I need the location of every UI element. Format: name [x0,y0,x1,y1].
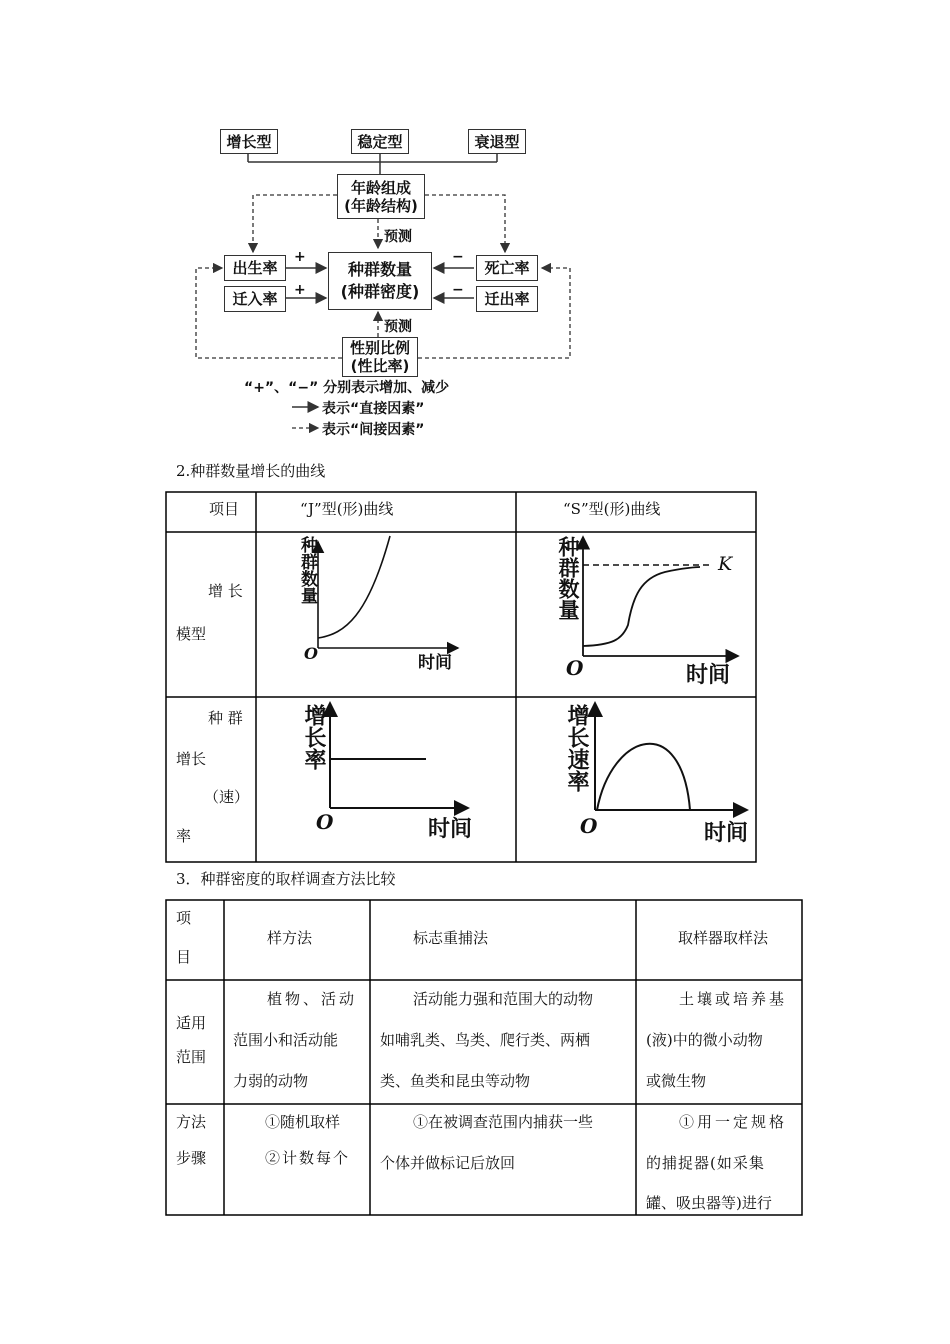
age-type-decline-label: 衰退型 [474,132,520,151]
sampling-row1-mark-1: 活动能力强和范围大的动物 [413,990,594,1008]
growth-col-j: “J”型(形)曲线 [300,500,394,518]
section3-heading: 3．种群密度的取样调查方法比较 [176,870,396,888]
sampling-row2-label-b: 步骤 [176,1149,207,1167]
j-model-ylabel: 种群数量 [297,536,317,604]
s-model-xlabel: 时间 [686,663,731,688]
s-model-origin: O [566,656,584,680]
sex-ratio-line1: 性别比例 [349,339,410,357]
s-model-ylabel: 种群数量 [556,536,580,620]
sampling-col-item-a: 项 [176,909,192,927]
sampling-col-quadrat: 样方法 [267,929,313,947]
s-rate-ylabel: 增长速率 [564,704,589,792]
sampling-row1-quadrat-2: 范围小和活动能 [233,1031,339,1049]
population-line1: 种群数量 [347,260,412,279]
age-structure-line1: 年龄组成 [350,178,411,197]
minus-sign-death: − [452,249,464,265]
minus-sign-emigration: − [452,282,464,298]
sampling-row2-mark-1: ①在被调查范围内捕获一些 [413,1113,594,1131]
immigration-rate-label: 迁入率 [232,290,278,308]
legend-indirect: 表示“间接因素” [322,422,425,438]
predict-bottom-label: 预测 [384,319,412,335]
s-model-k-label: K [718,553,733,575]
sampling-row1-mark-2: 如哺乳类、鸟类、爬行类、两栖 [380,1031,591,1049]
growth-row1-label-a: 增 长 [208,582,243,600]
growth-row2-label-a: 种 群 [208,709,243,727]
growth-row1-label-b: 模型 [176,625,207,643]
plus-sign-birth: + [294,249,306,265]
legend-signs: “+”、“−” 分别表示增加、减少 [244,380,450,396]
j-rate-xlabel: 时间 [428,817,473,842]
sampling-row1-mark-3: 类、鱼类和昆虫等动物 [380,1072,531,1090]
age-structure-line2: (年龄结构) [344,196,418,215]
growth-col-item: 项目 [209,500,240,518]
population-line2: (种群密度) [340,282,420,301]
sampling-row2-label-a: 方法 [176,1113,207,1131]
sampling-col-item-b: 目 [176,948,192,966]
birth-rate-label: 出生率 [232,259,278,277]
sampling-row2-quadrat-2: ②计数每个 [265,1149,351,1167]
sex-ratio-line2: (性比率) [350,357,410,375]
sampling-row2-quadrat-1: ①随机取样 [265,1113,341,1131]
plus-sign-immigration: + [294,282,306,298]
sampling-row1-label-b: 范围 [176,1048,207,1066]
j-rate-origin: O [316,810,334,834]
sampling-col-mark: 标志重捕法 [413,929,489,947]
growth-col-s: “S”型(形)曲线 [563,500,661,518]
growth-row2-label-b: 增长 [176,750,207,768]
sampling-row2-sampler-2: 的捕捉器(如采集 [646,1154,765,1172]
j-model-xlabel: 时间 [418,653,452,673]
sampling-row2-sampler-3: 罐、吸虫器等)进行 [646,1194,772,1212]
sampling-row1-sampler-3: 或微生物 [646,1072,707,1090]
sampling-row1-label-a: 适用 [176,1014,207,1032]
age-type-growth-label: 增长型 [226,132,272,151]
j-rate-ylabel: 增长率 [301,704,326,770]
sampling-row2-mark-2: 个体并做标记后放回 [380,1154,516,1172]
s-rate-xlabel: 时间 [704,821,749,846]
section2-heading: 2.种群数量增长的曲线 [176,462,326,480]
growth-row2-label-d: 率 [176,827,192,845]
s-rate-origin: O [580,814,598,838]
sampling-col-sampler: 取样器取样法 [678,929,769,947]
emigration-rate-label: 迁出率 [484,290,530,308]
sampling-row1-quadrat-3: 力弱的动物 [233,1072,309,1090]
sampling-row1-quadrat-1: 植物、活动 [267,990,358,1008]
growth-row2-label-c: （速） [204,788,250,806]
legend-direct: 表示“直接因素” [322,401,425,417]
sampling-row1-sampler-1: 土壤或培养基 [679,990,788,1008]
sampling-row1-sampler-2: (液)中的微小动物 [646,1031,763,1049]
death-rate-label: 死亡率 [484,259,530,277]
j-model-origin: O [304,644,318,663]
age-type-stable-label: 稳定型 [357,132,403,151]
sampling-row2-sampler-1: ①用一定规格 [679,1113,788,1131]
predict-top-label: 预测 [384,229,412,245]
